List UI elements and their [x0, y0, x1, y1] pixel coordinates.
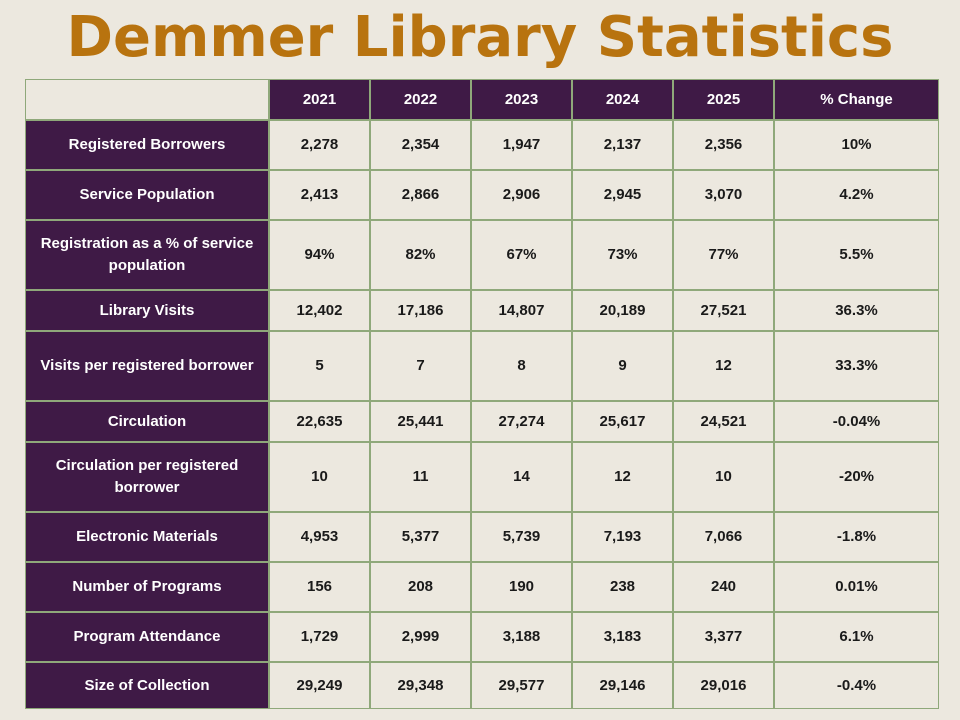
table-row [25, 612, 939, 662]
table-cell: 2,413 [269, 170, 370, 220]
table-cell: 25,617 [572, 401, 673, 442]
table-cell: 29,577 [471, 662, 572, 709]
table-cell: 12 [572, 442, 673, 512]
table-cell: 2,354 [370, 120, 471, 170]
table-cell: 9 [572, 331, 673, 401]
table-cell: 5,377 [370, 512, 471, 562]
percent-change-cell: 10% [774, 120, 939, 170]
row-label: Visits per registered borrower [25, 331, 269, 401]
table-row [25, 170, 939, 220]
table-row [25, 562, 939, 612]
row-label: Size of Collection [25, 662, 269, 709]
table-cell: 11 [370, 442, 471, 512]
table-cell: 17,186 [370, 290, 471, 331]
table-cell: 67% [471, 220, 572, 290]
table-row [25, 220, 939, 290]
table-cell: 3,377 [673, 612, 774, 662]
percent-change-cell: 0.01% [774, 562, 939, 612]
table-cell: 7,193 [572, 512, 673, 562]
table-cell: 73% [572, 220, 673, 290]
column-header: 2023 [471, 79, 572, 120]
table-cell: 77% [673, 220, 774, 290]
table-cell: 1,729 [269, 612, 370, 662]
table-cell: 25,441 [370, 401, 471, 442]
table-cell: 240 [673, 562, 774, 612]
percent-change-cell: -1.8% [774, 512, 939, 562]
table-cell: 82% [370, 220, 471, 290]
percent-change-cell: 6.1% [774, 612, 939, 662]
column-header: 2024 [572, 79, 673, 120]
page-title: Demmer Library Statistics [66, 5, 894, 70]
row-label: Circulation [25, 401, 269, 442]
table-cell: 2,356 [673, 120, 774, 170]
table-cell: 156 [269, 562, 370, 612]
table-row [25, 442, 939, 512]
row-label: Service Population [25, 170, 269, 220]
table-row [25, 331, 939, 401]
row-label: Registration as a % of service population [25, 220, 269, 290]
table-cell: 1,947 [471, 120, 572, 170]
column-header: 2021 [269, 79, 370, 120]
table-cell: 29,249 [269, 662, 370, 709]
table-cell: 12,402 [269, 290, 370, 331]
row-label: Program Attendance [25, 612, 269, 662]
table-cell: 190 [471, 562, 572, 612]
row-label: Circulation per registered borrower [25, 442, 269, 512]
table-cell: 29,348 [370, 662, 471, 709]
table-cell: 2,866 [370, 170, 471, 220]
column-header: % Change [774, 79, 939, 120]
column-header: 2025 [673, 79, 774, 120]
statistics-table [25, 79, 939, 709]
table-cell: 5,739 [471, 512, 572, 562]
column-header: 2022 [370, 79, 471, 120]
table-row [25, 120, 939, 170]
table-cell: 4,953 [269, 512, 370, 562]
table-cell: 12 [673, 331, 774, 401]
table-cell: 27,521 [673, 290, 774, 331]
table-row [25, 401, 939, 442]
table-cell: 10 [269, 442, 370, 512]
table-cell: 7 [370, 331, 471, 401]
row-label: Number of Programs [25, 562, 269, 612]
percent-change-cell: -20% [774, 442, 939, 512]
table-cell: 8 [471, 331, 572, 401]
percent-change-cell: 5.5% [774, 220, 939, 290]
row-label: Library Visits [25, 290, 269, 331]
row-label: Electronic Materials [25, 512, 269, 562]
table-cell: 24,521 [673, 401, 774, 442]
table-cell: 29,146 [572, 662, 673, 709]
table-row [25, 662, 939, 709]
table-cell: 3,183 [572, 612, 673, 662]
table-cell: 2,945 [572, 170, 673, 220]
percent-change-cell: -0.04% [774, 401, 939, 442]
table-cell: 5 [269, 331, 370, 401]
table-cell: 2,137 [572, 120, 673, 170]
table-cell: 29,016 [673, 662, 774, 709]
table-cell: 3,070 [673, 170, 774, 220]
table-cell: 208 [370, 562, 471, 612]
percent-change-cell: 4.2% [774, 170, 939, 220]
table-row [25, 512, 939, 562]
table-cell: 27,274 [471, 401, 572, 442]
table-cell: 7,066 [673, 512, 774, 562]
table-cell: 3,188 [471, 612, 572, 662]
table-cell: 22,635 [269, 401, 370, 442]
table-cell: 94% [269, 220, 370, 290]
corner-cell [25, 79, 269, 120]
row-label: Registered Borrowers [25, 120, 269, 170]
table-cell: 14 [471, 442, 572, 512]
table-cell: 2,906 [471, 170, 572, 220]
table-row [25, 290, 939, 331]
table-cell: 10 [673, 442, 774, 512]
percent-change-cell: 36.3% [774, 290, 939, 331]
table-cell: 238 [572, 562, 673, 612]
percent-change-cell: -0.4% [774, 662, 939, 709]
table-cell: 2,999 [370, 612, 471, 662]
table-cell: 2,278 [269, 120, 370, 170]
table-cell: 14,807 [471, 290, 572, 331]
percent-change-cell: 33.3% [774, 331, 939, 401]
header-row [25, 79, 939, 120]
table-cell: 20,189 [572, 290, 673, 331]
